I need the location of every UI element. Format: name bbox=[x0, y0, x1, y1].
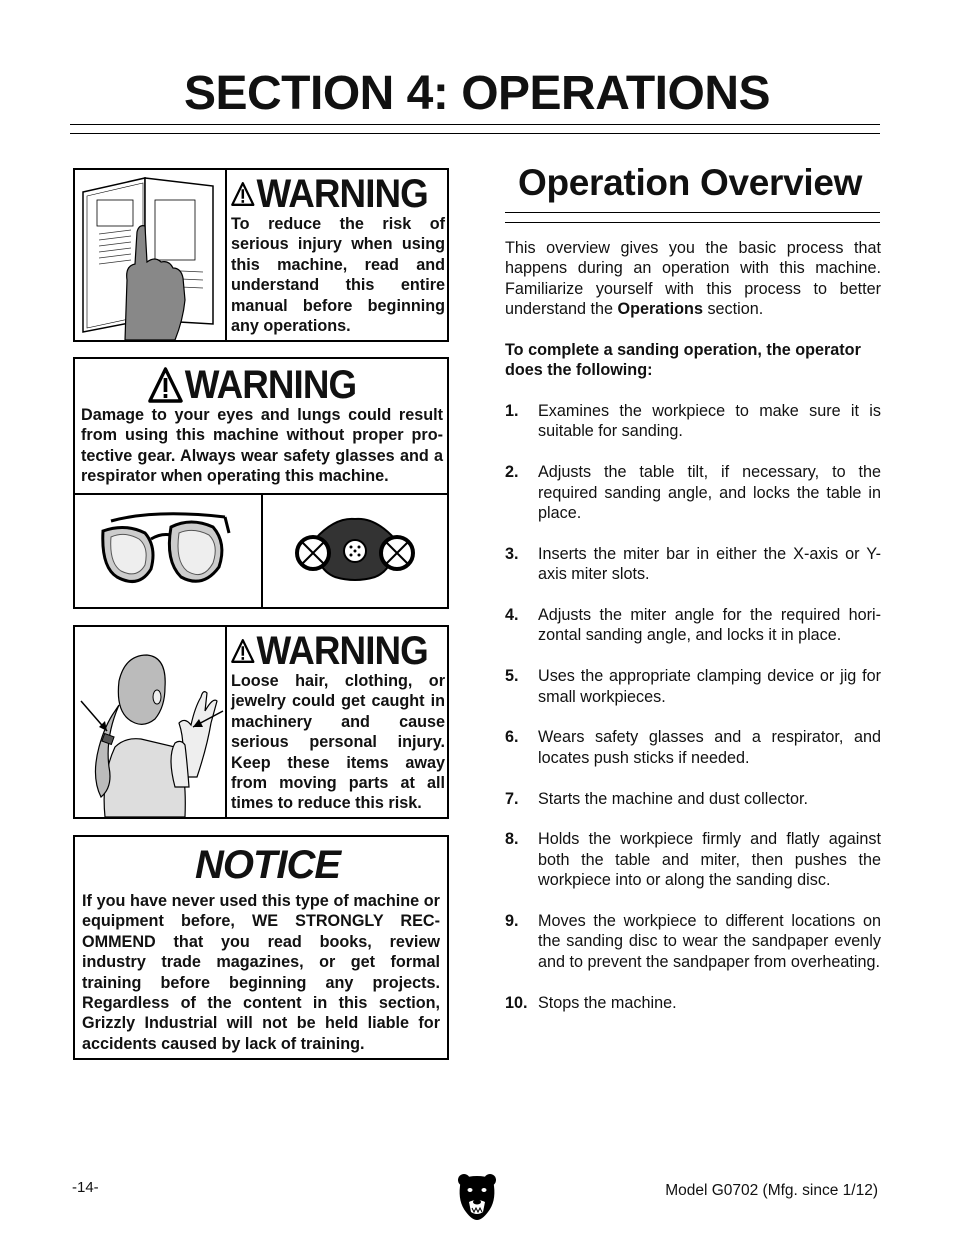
operation-steps-list bbox=[505, 401, 881, 1013]
step-number: 9. bbox=[505, 912, 519, 931]
grizzly-bear-logo bbox=[456, 1172, 498, 1222]
manual-reading-illustration bbox=[75, 170, 227, 340]
step-item bbox=[505, 789, 881, 809]
notice-heading: NOTICE bbox=[195, 843, 341, 887]
warning-protective-gear-box bbox=[73, 357, 449, 609]
warning-triangle-icon bbox=[148, 367, 183, 403]
warning-heading: WARNING bbox=[231, 631, 428, 671]
step-text: Adjusts the miter angle for the required hori-zontal sanding angle, and locks it in place. bbox=[538, 606, 881, 645]
step-text: Inserts the miter bar in either the X-axis or Y-axis miter slots. bbox=[538, 544, 881, 584]
step-text: Uses the appropriate clamping device or jig for small workpieces. bbox=[538, 667, 881, 706]
warning-triangle-icon bbox=[231, 176, 255, 212]
step-item bbox=[505, 605, 881, 646]
step-text: Adjusts the table tilt, if necessary, to the required sanding angle, and locks the table in place. bbox=[538, 463, 881, 523]
heading-rule bbox=[505, 212, 880, 213]
loose-hair-illustration bbox=[75, 627, 227, 817]
warning-heading: WARNING bbox=[231, 174, 428, 214]
step-text: Starts the machine and dust collector. bbox=[538, 789, 808, 808]
page-number: -14- bbox=[72, 1179, 99, 1196]
divider bbox=[261, 493, 263, 607]
step-item bbox=[505, 544, 881, 585]
title-rule bbox=[70, 124, 880, 125]
step-number: 3. bbox=[505, 544, 519, 563]
title-rule bbox=[70, 133, 880, 134]
warning-triangle-icon bbox=[231, 633, 255, 669]
step-number: 5. bbox=[505, 667, 519, 686]
warning-text: Damage to your eyes and lungs could result from using this machine without proper pro-tective gear. Always wear safety glasses and a respirator when operating this machine. bbox=[81, 406, 443, 486]
step-item bbox=[505, 911, 881, 972]
warning-text: Loose hair, clothing, or jewelry could get caught in machinery and cause serious personal injury. Keep these items away from moving parts at all times to reduce this risk. bbox=[231, 672, 445, 813]
warning-loose-hair-box bbox=[73, 625, 449, 819]
lead-paragraph: To complete a sanding operation, the operator does the following: bbox=[505, 341, 861, 380]
step-item bbox=[505, 829, 881, 890]
warning-text: To reduce the risk of serious injury when using this machine, read and understand this entire manual before beginning any operations. bbox=[231, 215, 445, 336]
step-number: 6. bbox=[505, 728, 519, 747]
intro-paragraph: This overview gives you the basic process that happens during an operation with this machine. Familiarize yourself with this process to better understand the Operations section. bbox=[505, 239, 881, 319]
notice-text: If you have never used this type of machine or equipment before, WE STRONGLY REC-OMMEND that you read books, review industry trade magazines, or get formal training before beginning any projects. Regardless of the content in this section, Grizzly Industrial will not be held liable for accidents caused by lack of training. bbox=[82, 892, 440, 1053]
warning-read-manual-box bbox=[73, 168, 449, 342]
step-number: 2. bbox=[505, 463, 519, 482]
step-text: Holds the workpiece firmly and flatly against both the table and miter, then pushes the workpiece into or along the sanding disc. bbox=[538, 830, 881, 890]
safety-glasses-image bbox=[95, 507, 235, 597]
respirator-image bbox=[295, 509, 415, 589]
step-item bbox=[505, 666, 881, 707]
notice-box bbox=[73, 835, 449, 1060]
model-info: Model G0702 (Mfg. since 1/12) bbox=[665, 1182, 878, 1199]
step-number: 4. bbox=[505, 606, 519, 625]
step-text: Moves the workpiece to different locations on the sanding disc to wear the sandpaper evenly and to prevent the sandpaper from overheating. bbox=[538, 912, 881, 971]
step-item bbox=[505, 727, 881, 768]
step-number: 1. bbox=[505, 402, 519, 420]
page-title: SECTION 4: OPERATIONS bbox=[183, 67, 770, 120]
step-number: 8. bbox=[505, 830, 519, 849]
section-heading: Operation Overview bbox=[518, 162, 863, 203]
step-item bbox=[505, 401, 881, 442]
step-item bbox=[505, 462, 881, 523]
step-number: 10. bbox=[505, 993, 528, 1012]
step-text: Wears safety glasses and a respirator, and locates push sticks if needed. bbox=[538, 728, 881, 767]
step-text: Examines the workpiece to make sure it is suitable for sanding. bbox=[538, 402, 881, 441]
warning-heading: WARNING bbox=[148, 365, 356, 405]
step-item bbox=[505, 993, 881, 1013]
heading-rule bbox=[505, 222, 880, 223]
step-text: Stops the machine. bbox=[538, 993, 677, 1012]
step-number: 7. bbox=[505, 789, 519, 808]
